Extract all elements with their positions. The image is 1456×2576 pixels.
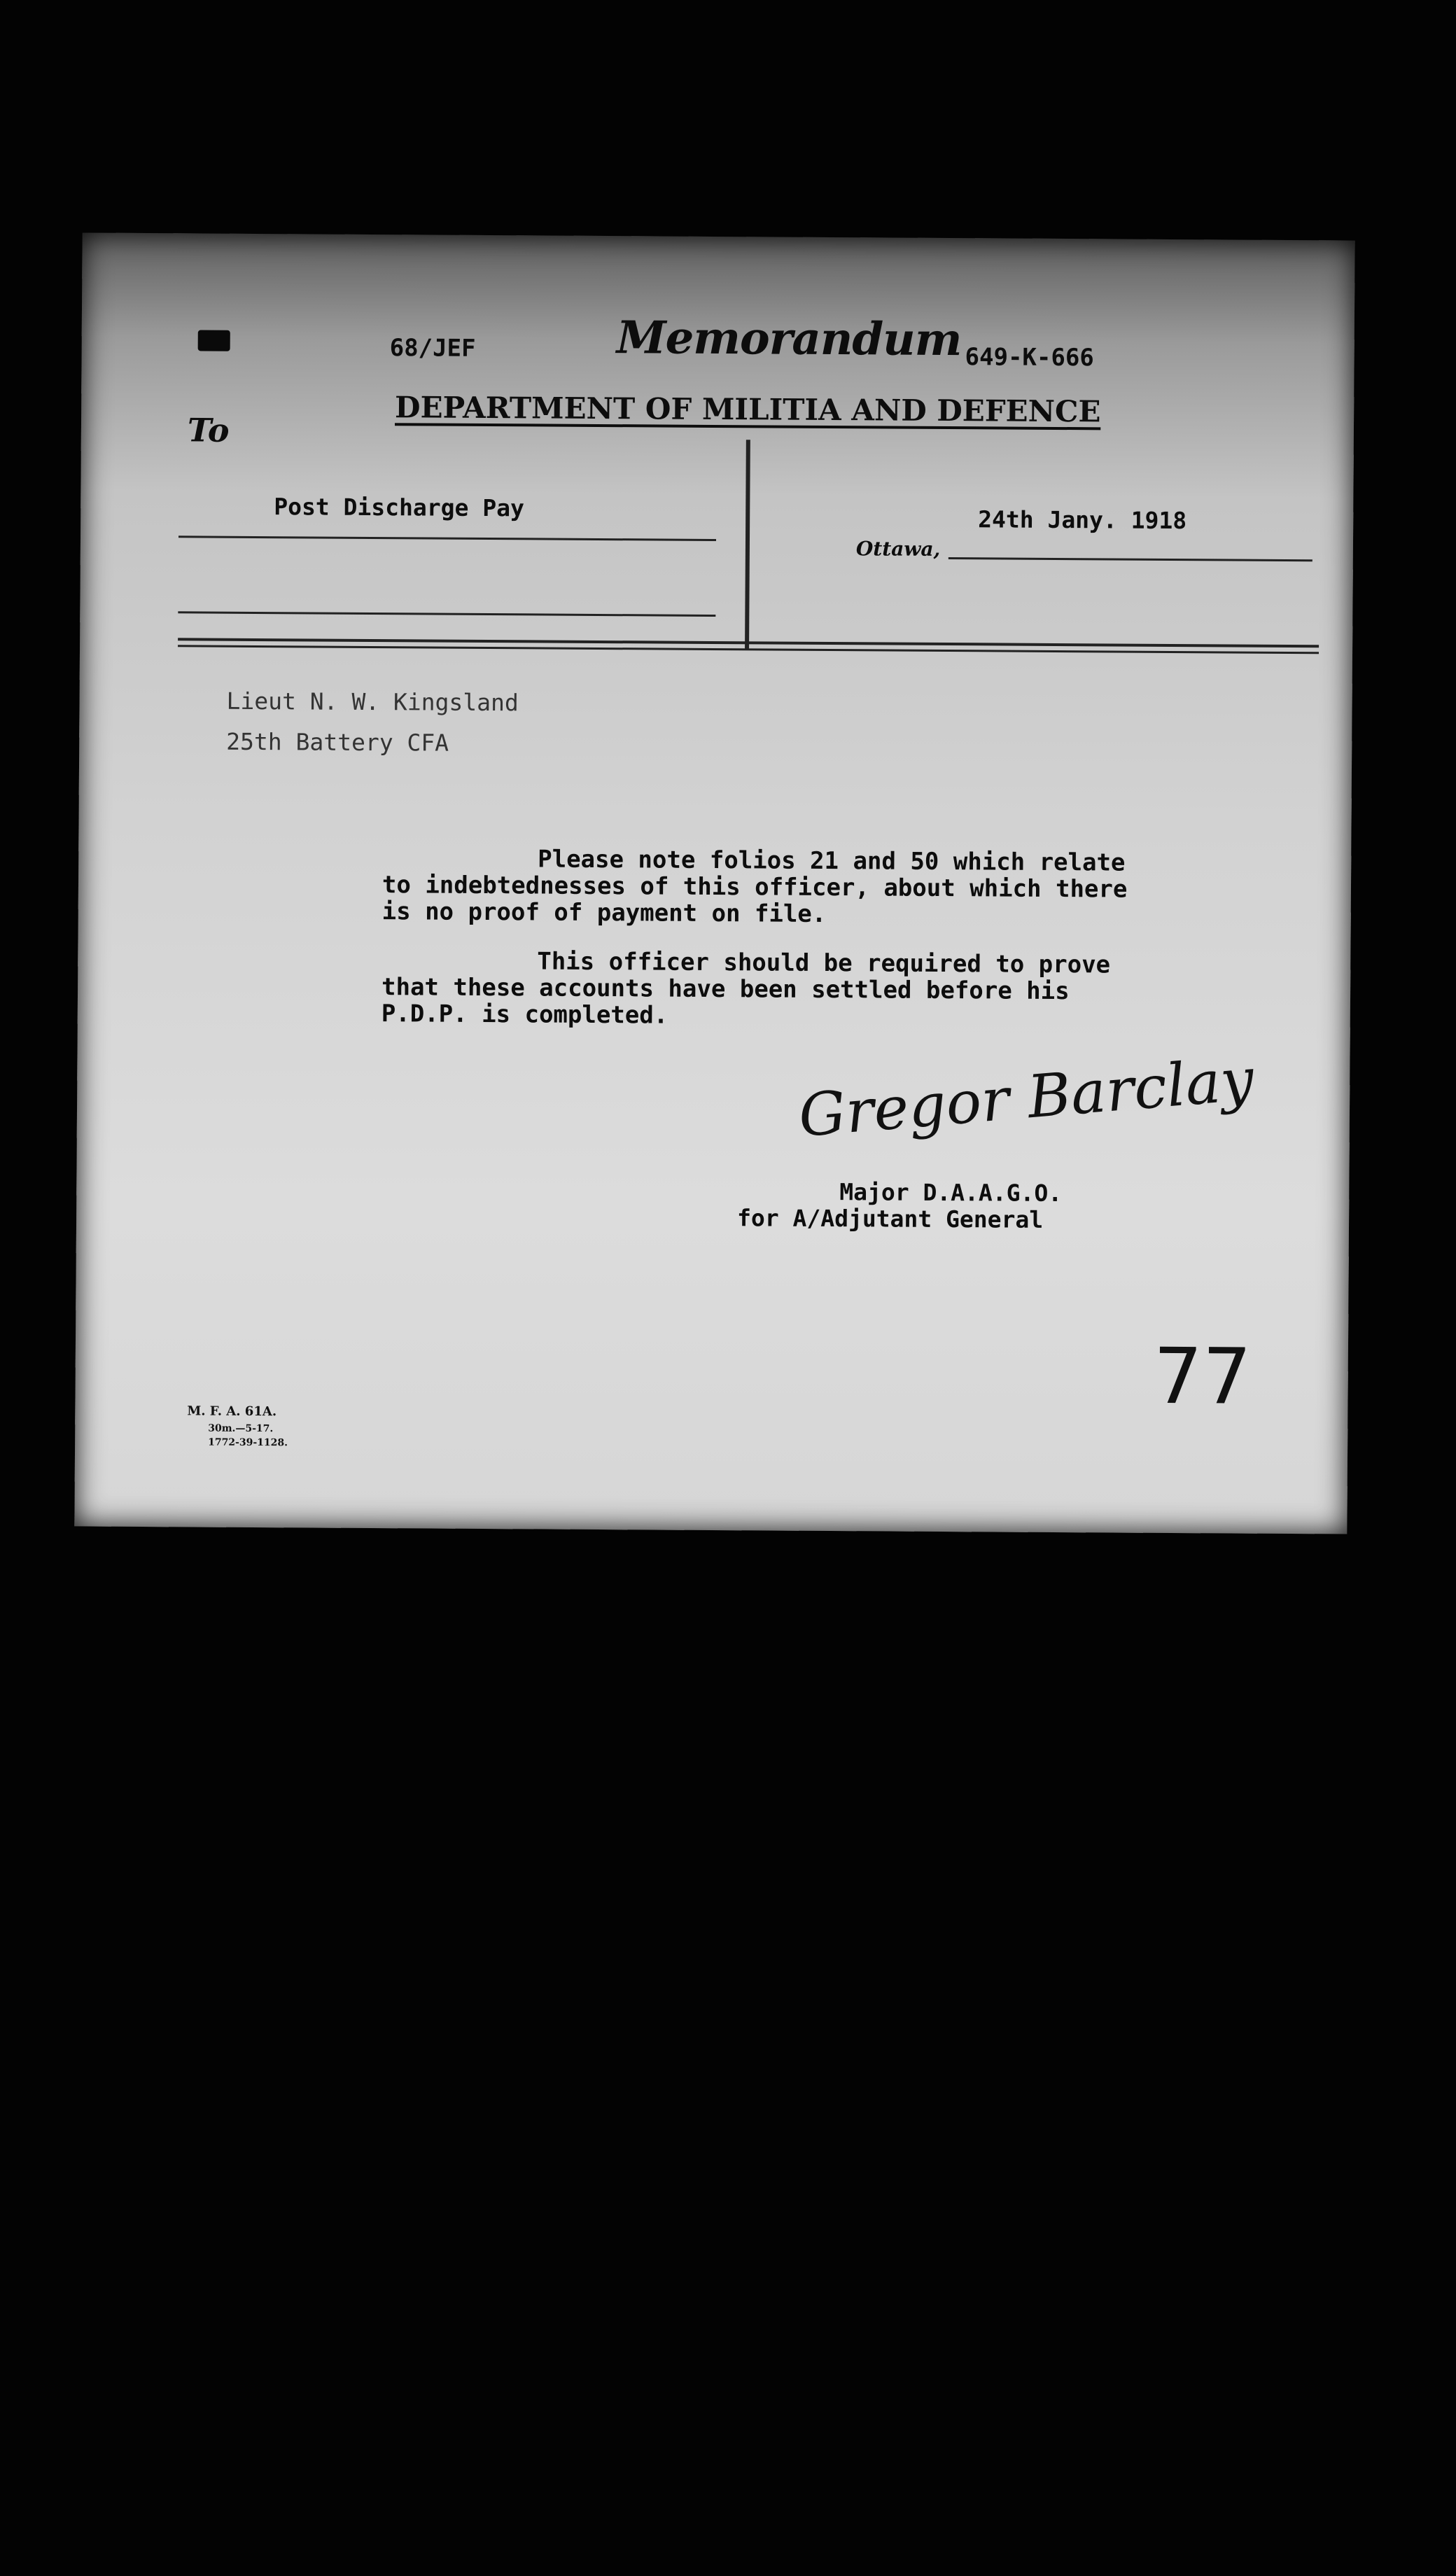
handwritten-signature: Gregor Barclay [796, 1044, 1256, 1150]
subject-unit: 25th Battery CFA [226, 727, 449, 757]
body-paragraph-1-line-2: to indebtednesses of this officer, about which there [382, 871, 1128, 904]
form-code-line-1: M. F. A. 61A. [187, 1404, 277, 1420]
vertical-divider [745, 440, 750, 650]
place-label: Ottawa, [855, 537, 941, 561]
body-paragraph-2-line-3: P.D.P. is completed. [381, 1000, 668, 1030]
subject-name: Lieut N. W. Kingsland [226, 687, 519, 717]
date-rule [948, 557, 1312, 561]
ink-blot-mark [198, 330, 230, 351]
folio-number: 77 [1153, 1331, 1252, 1422]
signature-for-line: for A/Adjutant General [736, 1204, 1044, 1233]
form-code-line-3: 1772-39-1128. [208, 1436, 288, 1449]
signature-title: Major D.A.A.G.O. [839, 1178, 1063, 1208]
body-paragraph-2-line-2: that these accounts have been settled before his [381, 973, 1070, 1006]
to-label: To [187, 411, 230, 449]
left-code: 68/JEF [389, 334, 476, 363]
memorandum-sheet [74, 232, 1354, 1534]
to-rule-1 [178, 536, 716, 541]
body-paragraph-1-line-3: is no proof of payment on file. [382, 897, 827, 928]
memo-date: 24th Jany. 1918 [978, 505, 1187, 535]
memorandum-title: Memorandum [616, 312, 962, 367]
to-line-text: Post Discharge Pay [274, 493, 525, 522]
file-number: 649-K-666 [965, 343, 1094, 372]
department-heading: DEPARTMENT OF MILITIA AND DEFENCE [394, 390, 1101, 429]
body-paragraph-1-line-1: Please note folios 21 and 50 which relate [538, 845, 1126, 877]
form-code-line-2: 30m.—5-17. [208, 1422, 274, 1435]
to-rule-2 [178, 611, 715, 617]
body-paragraph-2-line-1: This officer should be required to prove [537, 947, 1111, 979]
